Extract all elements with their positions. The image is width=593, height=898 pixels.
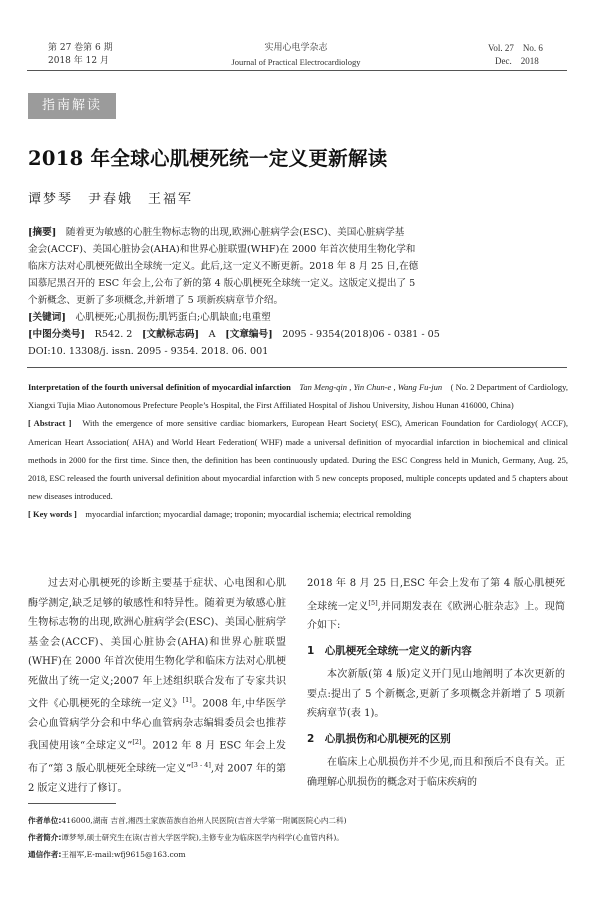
english-abstract-text: With the emergence of more sensitive cardiac biomarkers, European Heart Society( ESC), American Foundation for Cardiology( ACCF), American Heart Association( AHA) and World Heart Federation( WHF) made a universal definition of myocardial infarction in biochemical and clinical methods in 2000 for the first time. Since then, the definition has been continuously updated. During the ESC Congress held in Munich, Germany, Aug. 25, 2018, ESC released the fourth universal definition about myocardial infarction with 5 new concepts proposed, multiple concepts updated and 5 chapters about new diseases introduced. xyxy=(28,418,568,502)
article-number: 2095 - 9354(2018)06 - 0381 - 05 xyxy=(282,329,440,340)
footnote-rule xyxy=(28,803,116,804)
citation: [1] xyxy=(182,696,192,704)
keywords-cn: 心肌梗死;心肌损伤;肌钙蛋白;心肌缺血;电重塑 xyxy=(75,312,271,323)
intro-paragraph: 过去对心肌梗死的诊断主要基于症状、心电图和心肌酶学测定,缺乏足够的敏感性和特异性。随着更为敏感心脏生物标志物的出现,欧洲心脏病学会(ESC)、美国心脏病学基金会(ACCF)、美国心脏协会(AHA)和世界心脏联盟(WHF)在 2000 年首次使用生物化学和临床方法对心肌梗死做出了统一定义;2007 年上述组织联合发布了专家共识文件《心肌梗死的全球统一定义》 xyxy=(28,578,286,710)
english-affiliation: ( No. 2 Department of Cardiology, Xiangxi Tujia Miao Autonomous Prefecture People’s Hospital, the First Affiliated Hospital of Jishou University, Jishou Hunan 416000, China) xyxy=(28,382,568,411)
footnote-bio-label: 作者简介: xyxy=(28,833,62,842)
footnote-unit: 416000,湖南 吉首,湘西土家族苗族自治州人民医院(吉首大学第一附属医院心内二科) xyxy=(61,816,347,825)
abstract-line: 临床方法对心肌梗死做出全球统一定义。此后,这一定义不断更新。2018 年 8 月 25 日,在德 xyxy=(28,261,419,272)
keywords-label: [关键词] xyxy=(28,312,66,323)
journal-title-en: Journal of Practical Electrocardiology xyxy=(231,57,361,67)
body-paragraph: ,并同期发表在《欧洲心脏杂志》上。现简介如下: xyxy=(307,600,565,632)
section-heading-2: 2 心肌损伤和心肌梗死的区别 xyxy=(307,732,451,745)
abstract-rule xyxy=(27,367,567,368)
abstract-label: [摘要] xyxy=(28,227,57,238)
english-keywords-label: [ Key words ] xyxy=(28,509,77,520)
footnotes xyxy=(28,812,568,863)
doc-value: A xyxy=(208,329,216,340)
article-title: 2018 年全球心肌梗死统一定义更新解读 xyxy=(28,147,388,170)
citation: [3 - 4] xyxy=(191,761,211,770)
section-heading-1: 1 心肌梗死全球统一定义的新内容 xyxy=(307,644,472,657)
section-2-paragraph: 在临床上心肌损伤并不少见,而且和预后不良有关。正确理解心肌损伤的概念对于临床疾病的 xyxy=(307,757,565,788)
abstract-cn xyxy=(28,224,548,360)
clc-value: R542. 2 xyxy=(94,329,133,340)
header-volume: 第 27 卷第 6 期 xyxy=(48,43,113,53)
header-volume-en: Vol. 27 No. 6 xyxy=(488,43,543,53)
header-rule xyxy=(27,70,567,71)
abstract-line: 金会(ACCF)、美国心脏协会(AHA)和世界心脏联盟(WHF)在 2000 年首次使用生物化学和 xyxy=(28,244,416,255)
doi: DOI:10. 13308/j. issn. 2095 - 9354. 2018. 06. 001 xyxy=(28,346,269,357)
clc-label: [中图分类号] xyxy=(28,329,86,340)
footnote-bio: 谭梦琴,硕士研究生在读(吉首大学医学院),主修专业为临床医学内科学(心血管内科)。 xyxy=(61,833,344,842)
intro-paragraph: 。2008 年,中华医学会心血管病学分会和中华心血管病杂志编辑委员会也推荐我国使用该“全球定义” xyxy=(28,698,286,752)
article-authors: 谭梦琴 尹春娥 王福军 xyxy=(28,192,194,207)
abstract-line: 随着更为敏感的心脏生物标志物的出现,欧洲心脏病学会(ESC)、美国心脏病学基 xyxy=(65,227,405,238)
abstract-line: 国慕尼黑召开的 ESC 年会上,公布了新的第 4 版心肌梗死全球统一定义。这版定义提出了 5 xyxy=(28,278,416,289)
header-date-en: Dec. 2018 xyxy=(495,56,539,66)
footnote-contact-label: 通信作者: xyxy=(28,850,62,859)
body-left-column xyxy=(28,574,286,798)
citation: [2] xyxy=(132,738,142,747)
section-badge: 指南解读 xyxy=(28,93,116,119)
section-1-paragraph: 本次新版(第 4 版)定义开门见山地阐明了本次更新的要点:提出了 5 个新概念,更新了多项概念并新增了 5 项新疾病章节(表 1)。 xyxy=(307,669,565,720)
journal-title-cn: 实用心电学杂志 xyxy=(264,43,328,53)
english-authors: Tan Meng-qin , Yin Chun-e , Wang Fu-jun xyxy=(299,382,443,392)
english-title: Interpretation of the fourth universal definition of myocardial infarction xyxy=(28,382,291,392)
header-date: 2018 年 12 月 xyxy=(48,56,109,66)
english-abstract-label: [ Abstract ] xyxy=(28,418,72,429)
citation: [5] xyxy=(368,598,378,607)
footnote-contact: 王福军,E-mail:wfj9615@163.com xyxy=(61,850,186,859)
english-abstract xyxy=(28,378,568,524)
doc-label: [文献标志码] xyxy=(142,329,200,340)
intro-paragraph: ,对 2007 年的第 2 版定义进行了修订。 xyxy=(28,763,286,794)
english-keywords: myocardial infarction; myocardial damage; troponin; myocardial ischemia; electrical remolding xyxy=(85,509,412,520)
article-number-label: [文章编号] xyxy=(225,329,273,340)
body-paragraph: 2018 年 8 月 25 日,ESC 年会上发布了第 4 版心肌梗死全球统一定义 xyxy=(307,578,565,612)
intro-paragraph: 。2012 年 8 月 ESC 年会上发布了“第 3 版心肌梗死全球统一定义” xyxy=(28,740,286,775)
body-right-column xyxy=(307,574,565,792)
abstract-line: 个新概念、更新了多项概念,并新增了 5 项新疾病章节介绍。 xyxy=(28,295,284,306)
footnote-unit-label: 作者单位: xyxy=(28,816,62,825)
